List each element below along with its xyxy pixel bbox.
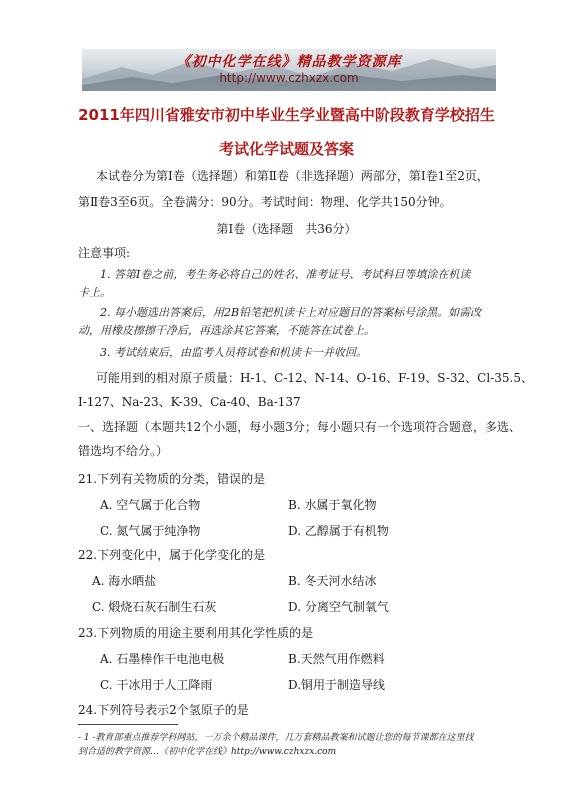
section-title: 第Ⅰ卷（选择题 共36分） [216, 222, 357, 236]
question-21-option-c: C. 氮气属于纯净物 [100, 524, 201, 538]
note-1-line2: 卡上。 [78, 286, 111, 299]
page-footer [78, 731, 518, 759]
intro-line2: 第Ⅱ卷3至6页。全卷满分：90分。考试时间：物理、化学共150分钟。 [78, 195, 452, 209]
notes-heading: 注意事项: [78, 246, 131, 260]
note-3: 3. 考试结束后，由监考人员将试卷和机读卡一并收回。 [100, 346, 367, 359]
question-23-stem: 23.下列物质的用途主要利用其化学性质的是 [78, 626, 314, 640]
part-heading-line2: 错选均不给分。） [78, 444, 169, 458]
question-22-option-c: C. 煅烧石灰石制生石灰 [92, 600, 217, 614]
question-21-option-a: A. 空气属于化合物 [100, 498, 201, 512]
footer-divider [78, 724, 178, 725]
question-21-option-d: D. 乙醇属于有机物 [288, 524, 389, 538]
note-2-line2: 动，用橡皮擦擦干净后，再选涂其它答案，不能答在试卷上。 [78, 324, 375, 337]
question-22-option-b: B. 冬天河水结冰 [288, 574, 377, 588]
question-23-option-d: D.铜用于制造导线 [288, 678, 386, 692]
question-22-option-d: D. 分离空气制氧气 [288, 600, 389, 614]
question-22-option-a: A. 海水晒盐 [92, 574, 157, 588]
footer-line2: 到合适的教学资源…《初中化学在线》http://www.czhxzx.com [78, 747, 337, 757]
page-title-line2: 考试化学试题及答案 [218, 140, 354, 158]
banner-url[interactable]: http://www.czhxzx.com [219, 71, 359, 85]
note-1-line1: 1. 答第Ⅰ卷之前，考生务必将自己的姓名、准考证号、考试科目等填涂在机读 [100, 268, 471, 281]
part-heading-line1: 一、选择题（本题共12个小题，每小题3分；每小题只有一个选项符合题意，多选、 [78, 420, 521, 434]
banner-title: 《初中化学在线》精品教学资源库 [176, 54, 402, 70]
footer-line1: - 1 -教育部重点推荐学科网站，一万余个精品课件，几万套精品教案和试题让您的每节课都在这里找 [78, 733, 474, 743]
atomic-masses-line1: 可能用到的相对原子质量：H-1、C-12、N-14、O-16、F-19、S-32、Cl-35.5、 [96, 371, 533, 385]
question-24-stem: 24.下列符号表示2个氢原子的是 [78, 703, 249, 717]
note-2-line1: 2. 每小题选出答案后，用2B铅笔把机读卡上对应题目的答案标号涂黑。如需改 [100, 306, 482, 319]
header-banner [82, 49, 496, 91]
question-23-option-a: A. 石墨棒作干电池电极 [100, 652, 225, 666]
question-23-option-b: B.天然气用作燃料 [288, 652, 385, 666]
question-22-stem: 22.下列变化中，属于化学变化的是 [78, 548, 266, 562]
intro-line1: 本试卷分为第Ⅰ卷（选择题）和第Ⅱ卷（非选择题）两部分，第Ⅰ卷1至2页， [96, 169, 489, 183]
question-23-option-c: C. 干冰用于人工降雨 [100, 678, 213, 692]
atomic-masses-line2: I-127、Na-23、K-39、Ca-40、Ba-137 [78, 395, 301, 409]
question-21-option-b: B. 水属于氧化物 [288, 498, 377, 512]
page-title-line1: 2011年四川省雅安市初中毕业生学业暨高中阶段教育学校招生 [78, 106, 495, 124]
question-21-stem: 21.下列有关物质的分类，错误的是 [78, 472, 266, 486]
